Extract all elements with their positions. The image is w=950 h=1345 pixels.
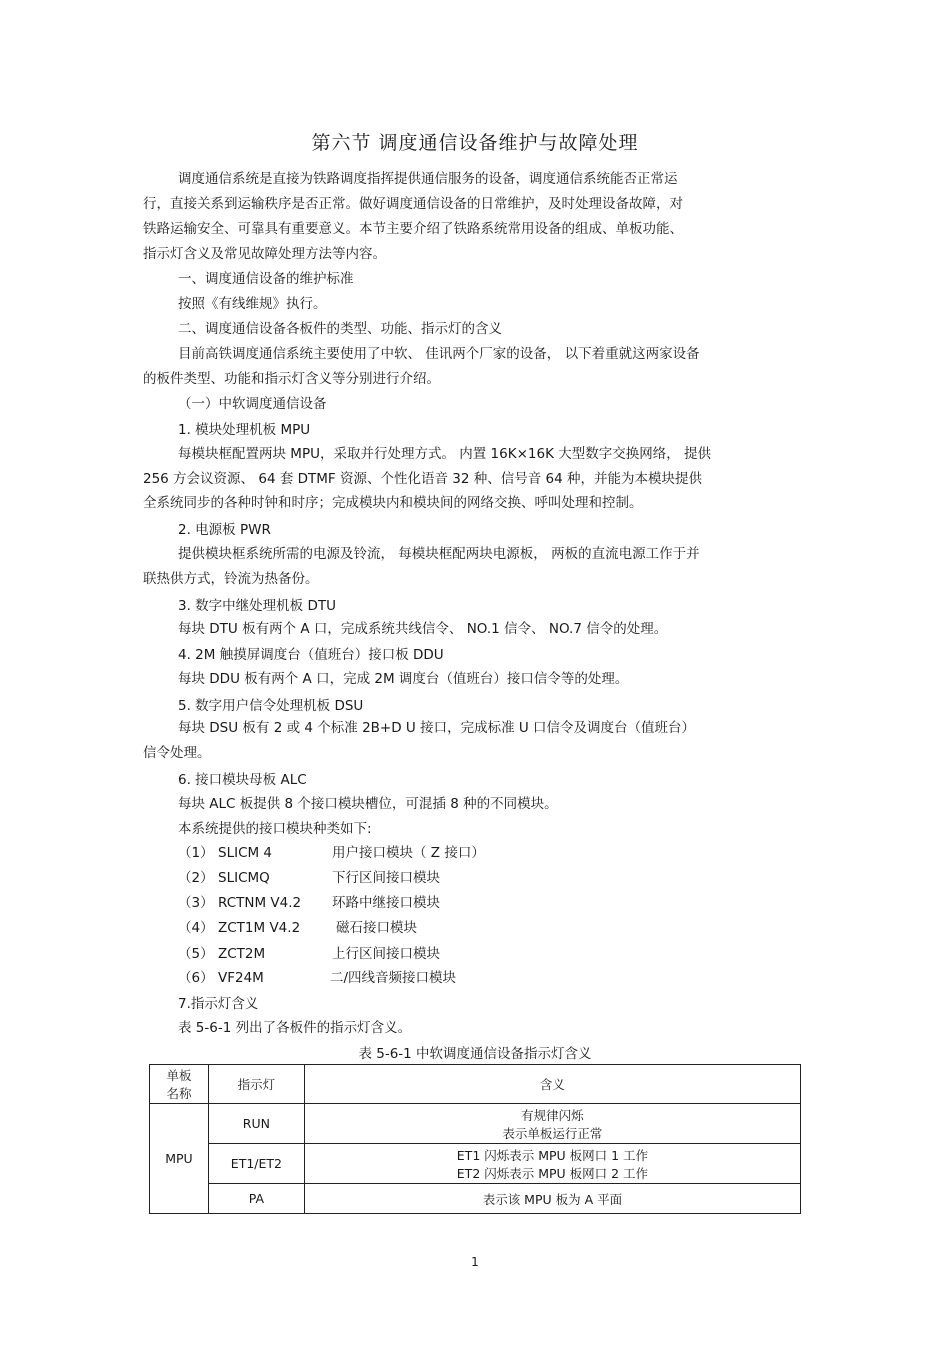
module-desc: 二/四线音频接口模块 bbox=[330, 970, 457, 986]
heading-mpu: 1. 模块处理机板 MPU bbox=[178, 422, 311, 438]
heading-zhongruan: （一）中软调度通信设备 bbox=[178, 396, 327, 412]
paragraph-line: 本系统提供的接口模块种类如下: bbox=[178, 821, 372, 837]
module-desc: 用户接口模块（ Z 接口） bbox=[332, 845, 485, 861]
module-num: （3） bbox=[178, 895, 214, 911]
indicator-cell: RUN bbox=[208, 1104, 304, 1144]
heading-dsu: 5. 数字用户信令处理机板 DSU bbox=[178, 698, 364, 714]
paragraph-line: 每块 ALC 板提供 8 个接口模块槽位，可混插 8 种的不同模块。 bbox=[178, 796, 558, 812]
meaning-line: ET1 闪烁表示 MPU 板网口 1 工作 bbox=[456, 1147, 649, 1163]
board-cell: MPU bbox=[150, 1104, 209, 1214]
table-header-row bbox=[150, 1065, 801, 1104]
heading-pwr: 2. 电源板 PWR bbox=[178, 522, 271, 538]
table-row bbox=[150, 1184, 801, 1214]
page-number: 1 bbox=[471, 1255, 479, 1269]
paragraph-line: 的板件类型、功能和指示灯含义等分别进行介绍。 bbox=[143, 371, 440, 387]
paragraph-line: 提供模块框系统所需的电源及铃流， 每模块框配两块电源板， 两板的直流电源工作于并 bbox=[178, 546, 700, 562]
module-num: （6） bbox=[178, 970, 214, 986]
module-code: SLICM 4 bbox=[218, 845, 273, 861]
header-board-line1: 单板 bbox=[166, 1068, 192, 1083]
module-num: （5） bbox=[178, 946, 214, 962]
module-desc: 上行区间接口模块 bbox=[332, 946, 440, 962]
heading-indicator-meaning: 7.指示灯含义 bbox=[178, 996, 259, 1012]
module-num: （4） bbox=[178, 920, 214, 936]
header-board-name bbox=[150, 1065, 209, 1104]
heading-alc: 6. 接口模块母板 ALC bbox=[178, 772, 307, 788]
meaning-cell bbox=[304, 1144, 800, 1184]
module-code: ZCT1M V4.2 bbox=[218, 920, 301, 936]
paragraph-line: 铁路运输安全、可靠具有重要意义。本节主要介绍了铁路系统常用设备的组成、单板功能、 bbox=[143, 221, 683, 237]
section-title: 第六节 调度通信设备维护与故障处理 bbox=[311, 132, 639, 154]
heading-ddu: 4. 2M 触摸屏调度台（值班台）接口板 DDU bbox=[178, 647, 444, 663]
table-caption: 表 5-6-1 中软调度通信设备指示灯含义 bbox=[358, 1046, 592, 1062]
heading-board-types: 二、调度通信设备各板件的类型、功能、指示灯的含义 bbox=[178, 321, 502, 337]
module-desc: 环路中继接口模块 bbox=[332, 895, 440, 911]
paragraph-line: 256 方会议资源、 64 套 DTMF 资源、个性化语音 32 种、信号音 64 种，并能为本模块提供 bbox=[143, 471, 702, 487]
paragraph-line: 每块 DSU 板有 2 或 4 个标准 2B+D U 接口，完成标准 U 口信令及调度台（值班台） bbox=[178, 720, 696, 736]
paragraph-line: 目前高铁调度通信系统主要使用了中软、 佳讯两个厂家的设备， 以下着重就这两家设备 bbox=[178, 346, 700, 362]
header-meaning: 含义 bbox=[304, 1065, 800, 1104]
meaning-cell bbox=[304, 1104, 800, 1144]
module-desc: 下行区间接口模块 bbox=[332, 870, 440, 886]
paragraph-line: 联热供方式，铃流为热备份。 bbox=[143, 571, 319, 587]
paragraph-line: 表 5-6-1 列出了各板件的指示灯含义。 bbox=[178, 1020, 412, 1036]
indicator-cell: ET1/ET2 bbox=[208, 1144, 304, 1184]
paragraph-line: 每块 DDU 板有两个 A 口，完成 2M 调度台（值班台）接口信令等的处理。 bbox=[178, 671, 629, 687]
header-board-line2: 名称 bbox=[166, 1086, 192, 1101]
module-num: （2） bbox=[178, 870, 214, 886]
paragraph-line: 每块 DTU 板有两个 A 口，完成系统共线信令、 NO.1 信令、 NO.7 信令的处理。 bbox=[178, 621, 668, 637]
module-num: （1） bbox=[178, 845, 214, 861]
module-desc: 磁石接口模块 bbox=[336, 920, 417, 936]
meaning-line: ET2 闪烁表示 MPU 板网口 2 工作 bbox=[456, 1165, 649, 1181]
module-code: VF24M bbox=[218, 970, 264, 986]
heading-maintenance-standard: 一、调度通信设备的维护标准 bbox=[178, 271, 354, 287]
table-row bbox=[150, 1104, 801, 1144]
module-code: SLICMQ bbox=[218, 870, 270, 886]
paragraph-line: 调度通信系统是直接为铁路调度指挥提供通信服务的设备，调度通信系统能否正常运 bbox=[178, 171, 678, 187]
module-code: RCTNM V4.2 bbox=[218, 895, 302, 911]
header-indicator: 指示灯 bbox=[208, 1065, 304, 1104]
indicator-cell: PA bbox=[208, 1184, 304, 1214]
heading-dtu: 3. 数字中继处理机板 DTU bbox=[178, 598, 336, 614]
table-row bbox=[150, 1144, 801, 1184]
paragraph-line: 全系统同步的各种时钟和时序；完成模块内和模块间的网络交换、呼叫处理和控制。 bbox=[143, 495, 643, 511]
module-code: ZCT2M bbox=[218, 946, 266, 962]
paragraph-line: 每模块框配置两块 MPU，采取并行处理方式。 内置 16K×16K 大型数字交换网络， 提供 bbox=[178, 446, 711, 462]
meaning-line: 有规律闪烁 bbox=[521, 1107, 584, 1123]
meaning-line: 表示单板运行正常 bbox=[502, 1125, 603, 1141]
paragraph-line: 指示灯含义及常见故障处理方法等内容。 bbox=[143, 246, 386, 262]
paragraph-line: 行，直接关系到运输秩序是否正常。做好调度通信设备的日常维护，及时处理设备故障，对 bbox=[143, 196, 683, 212]
indicator-table bbox=[149, 1064, 801, 1214]
paragraph-line: 信令处理。 bbox=[143, 745, 211, 761]
paragraph-line: 按照《有线维规》执行。 bbox=[178, 296, 327, 312]
meaning-cell: 表示该 MPU 板为 A 平面 bbox=[304, 1184, 800, 1214]
